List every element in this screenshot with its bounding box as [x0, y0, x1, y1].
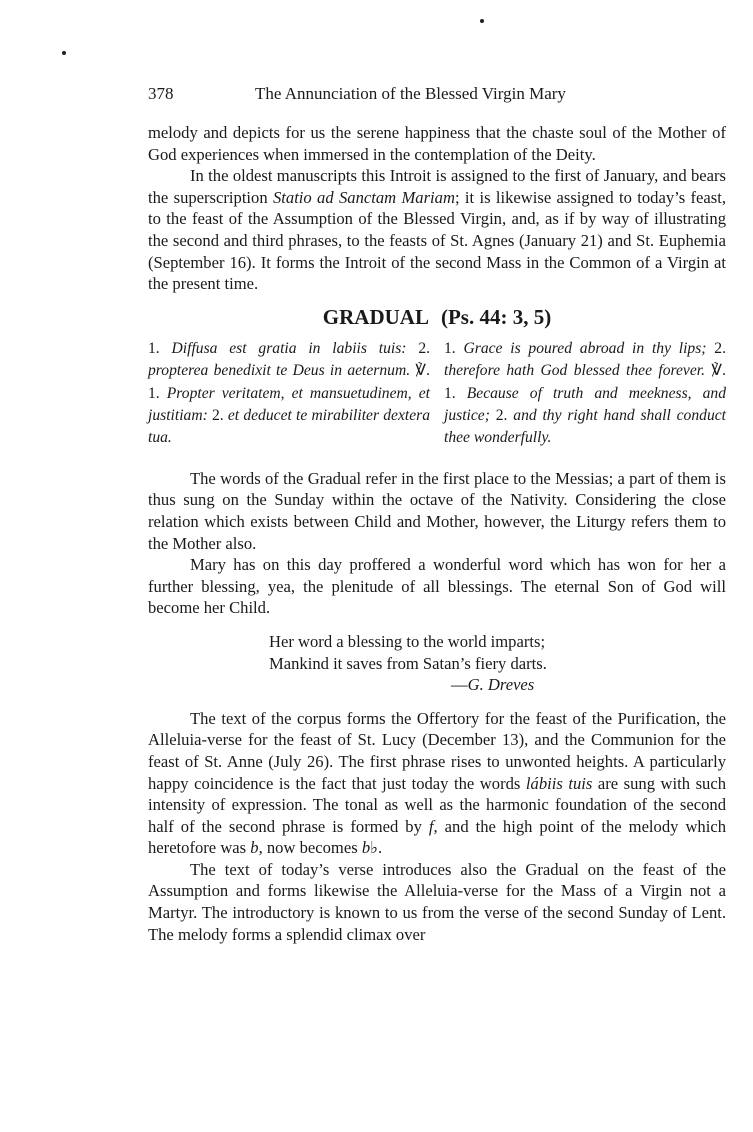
body-text	[148, 122, 726, 945]
page-number: 378	[148, 84, 174, 103]
paragraph-6: The text of today’s verse introduces also the Gradual on the feast of the Assumption and forms likewise the Alleluia-verse for the Mass of a Virgin not a Martyr. The introductory is known to us from the verse of the second Sunday of Lent. The melody forms a splendid climax over	[148, 859, 726, 944]
running-title: The Annunciation of the Blessed Virgin Mary	[255, 84, 566, 103]
verse-quote	[269, 631, 726, 696]
english-translation: 1. Grace is poured abroad in thy lips; 2. therefore hath God blessed thee forever. ℣. 1. Because of truth and meekness, and justice; 2. and thy right hand shall conduct thee wonderfully.	[444, 339, 727, 447]
superscription-text: Statio ad Sanctam Mariam	[272, 187, 455, 207]
running-head	[148, 84, 726, 108]
gradual-title: GRADUAL	[322, 304, 429, 329]
paragraph-4: Mary has on this day proffered a wonderful word which has won for her a further blessing, yea, the plenitude of all blessings. The eternal Son of God will become her Child.	[148, 555, 726, 618]
paragraph-3: The words of the Gradual refer in the first place to the Messias; a part of them is thus sung on the Sunday within the octave of the Nativity. Considering the close relation which exists between Child and Mother, however, the Liturgy refers them to the Mother also.	[148, 468, 726, 553]
paragraph-2: In the oldest manuscripts this Introit is assigned to the first of January, and bears the superscription Statio ad Sanctam Mariam; it is likewise assigned to today’s feast, to the feast of the Assumption of the Blessed Virgin, and, as if by way of illustrating the second and third phrases, to the feasts of St. Agnes (January 21) and St. Euphemia (September 16). It forms the Introit of the second Mass in the Common of a Virgin at the present time.	[148, 166, 727, 294]
latin-text: 1. Diffusa est gratia in labiis tuis: 2. propterea benedixit te Deus in aeternum. ℣. 1. Propter veritatem, et mansuetudinem, et justitiam: 2. et deducet te mirabiliter dextera tua.	[148, 339, 431, 447]
speck-mark	[480, 19, 484, 23]
verse-line-2: Mankind it saves from Satan’s fiery darts.	[269, 653, 547, 673]
gradual-heading	[148, 305, 726, 330]
verse-author: G. Dreves	[467, 675, 535, 695]
paragraph-1: melody and depicts for us the serene happiness that the chaste soul of the Mother of God experiences when immersed in the contemplation of the Deity.	[148, 123, 726, 164]
gradual-columns	[148, 338, 726, 450]
verse-attribution: —G. Dreves	[451, 675, 535, 695]
book-page	[148, 84, 726, 945]
speck-mark	[62, 51, 66, 55]
verse-line-1: Her word a blessing to the world imparts;	[269, 631, 546, 651]
paragraph-5: The text of the corpus forms the Offertory for the feast of the Purification, the Alleluia-verse for the feast of St. Lucy (December 13), and the Communion for the feast of St. Anne (July 26). The first phrase rises to unwonted heights. A particularly happy coincidence is the fact that just today the words lábiis tuis are sung with such intensity of expression. The tonal as well as the harmonic foundation of the second half of the second phrase is formed by f, and the high point of the melody which heretofore was b, now becomes b♭.	[148, 708, 726, 858]
psalm-reference: (Ps. 44: 3, 5)	[440, 304, 552, 329]
